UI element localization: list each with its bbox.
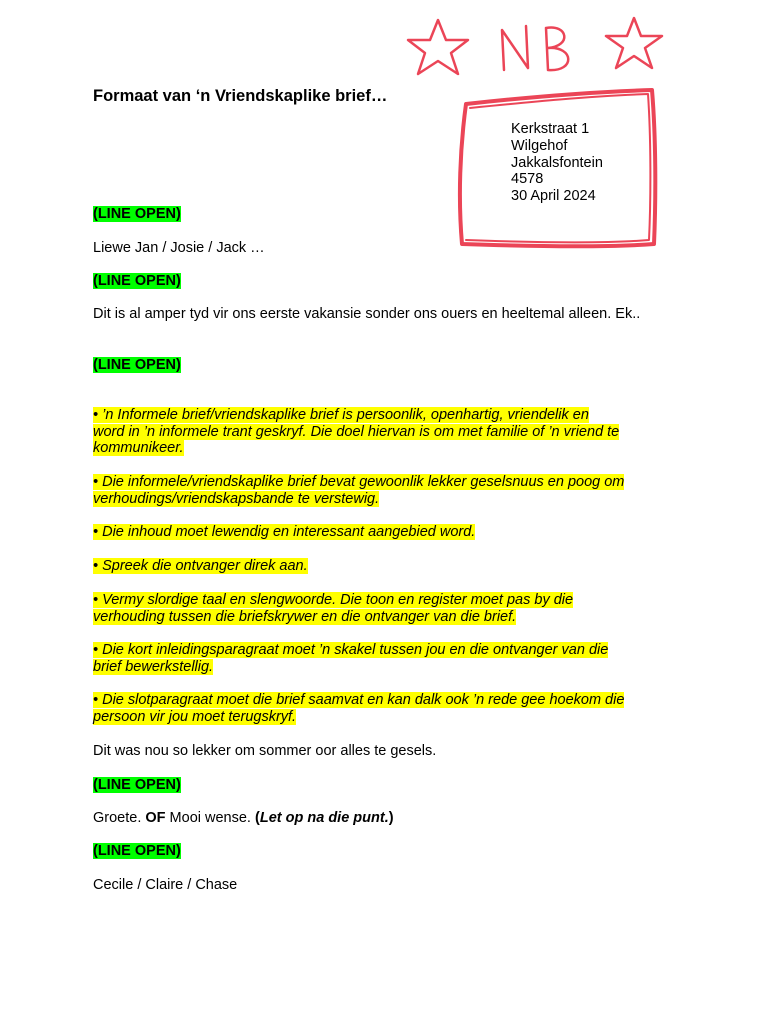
address-suburb: Wilgehof [511, 137, 568, 154]
line-open-marker: (LINE OPEN) [93, 273, 181, 289]
page-title: Formaat van ‘n Vriendskaplike brief… [93, 87, 388, 105]
punctuation-note: (Let op na die punt.) [255, 810, 394, 826]
closing-paragraph: Dit was nou so lekker om sommer oor alles te gesels. [93, 743, 437, 759]
signature-names: Cecile / Claire / Chase [93, 877, 238, 893]
line-open-marker: (LINE OPEN) [93, 206, 181, 222]
greeting: Liewe Jan / Josie / Jack … [93, 240, 265, 256]
sender-address [511, 121, 603, 205]
intro-paragraph: Dit is al amper tyd vir ons eerste vakansie sonder ons ouers en heeltemal alleen. Ek.. [93, 306, 641, 322]
address-code: 4578 [511, 171, 544, 188]
stamp-letter-b [546, 28, 568, 71]
star-icon [606, 18, 662, 68]
line-open-marker: (LINE OPEN) [93, 777, 181, 793]
tip-item: • Die kort inleidingsparagraat moet ’n skakel tussen jou en die ontvanger van die brief bewerkstellig. [93, 642, 609, 675]
sign-off: Groete. OF Mooi wense. (Let op na die punt.) [93, 810, 394, 826]
address-town: Jakkalsfontein [511, 154, 603, 171]
tip-item: • Die inhoud moet lewendig en interessant aangebied word. [93, 524, 476, 540]
address-street: Kerkstraat 1 [511, 121, 590, 137]
star-icon [408, 20, 468, 74]
tip-item: • Die informele/vriendskaplike brief bevat gewoonlik lekker geselsnuus en poog om verhoudings/vriendskapsbande te verstewig. [93, 474, 625, 507]
tip-item: • Spreek die ontvanger direk aan. [93, 558, 308, 574]
or-label: OF [145, 810, 166, 826]
stamp-letter-n [502, 26, 528, 70]
address-date: 30 April 2024 [511, 188, 596, 205]
tip-item: • Vermy slordige taal en slengwoorde. Die toon en register moet pas by die verhouding tussen die briefskrywer en die ontvanger van die brief. [93, 592, 574, 625]
line-open-marker: (LINE OPEN) [93, 357, 181, 373]
tip-item: • ’n Informele brief/vriendskaplike brief is persoonlik, openhartig, vriendelik en word in ’n informele trant geskryf. Die doel hiervan is om met familie of ’n vriend te kommunikeer. [93, 407, 620, 456]
line-open-marker: (LINE OPEN) [93, 843, 181, 859]
tip-item: • Die slotparagraat moet die brief saamvat en kan dalk ook ’n rede gee hoekom die persoon vir jou moet terugskryf. [93, 692, 625, 725]
